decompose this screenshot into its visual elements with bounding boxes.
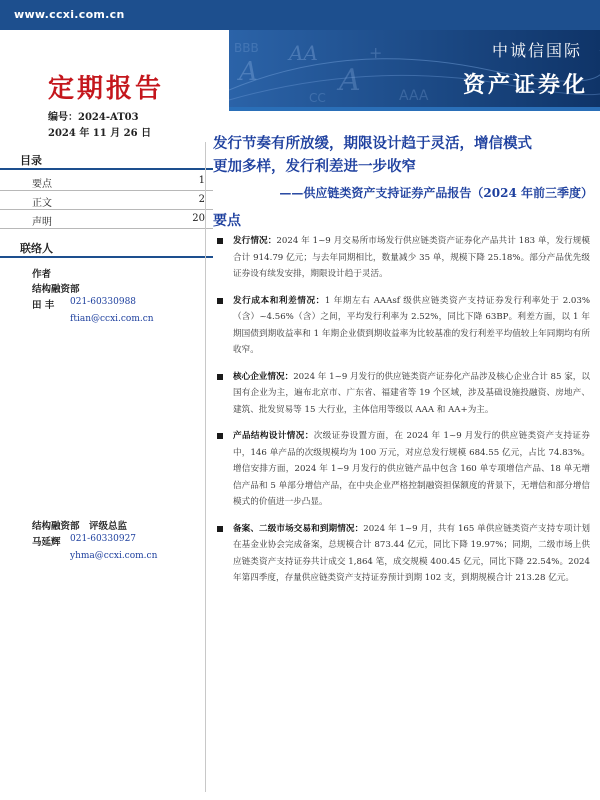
point-text: 2024 年 1~9 月交易所市场发行供应链类资产证券化产品共计 183 单，发行规模合计 914.79 亿元；与去年同期相比，数量减少 35 单，规模下降 25.18%。部分产品优先级证券设有续发安排，期限设计趋于灵活。 [233,236,590,279]
sidebar [0,140,213,800]
point-lead: 核心企业情况： [233,371,294,382]
svg-text:BBB: BBB [234,41,259,55]
svg-text:CC: CC [309,91,326,105]
list-item [215,521,590,587]
author-name: 田 丰 [32,300,55,311]
banner-underline [229,107,600,111]
top-bar [0,0,600,30]
square-bullet-icon [217,433,223,439]
column-divider [205,142,206,792]
point-text: 次级证券设置方面，在 2024 年 1~9 月发行的供应链类资产支持证券中，146 单产品的次级规模均为 100 万元，对应总发行规模 684.55 亿元，占比 74.83%。增信安排方面，2024 年 1~9 月发行的供应链产品中包含 160 单专项增信产品、18 单无增信产品和 5 单部分增信产品，在中央企业严格控制融资担保额度的背景下，无增信和部分增信模式的价值进一步凸显。 [233,431,590,507]
square-bullet-icon [217,238,223,244]
toc-item-page: 2 [198,194,205,205]
report-type: 定期报告 [48,74,165,104]
report-title-line2: 更加多样，发行利差进一步收窄 [213,158,416,175]
key-points-heading: 要点 [213,213,241,229]
point-text: 2024 年 1~9 月发行的供应链类资产证券化产品涉及核心企业合计 85 家，以国有企业为主，遍布北京市、广东省、福建省等 19 个区域，涉及基础设施投融资、房地产、建筑、批发贸易等 15 大行业，主体信用等级以 AAA 和 AA+为主。 [233,371,590,415]
svg-text:A: A [339,63,361,98]
toc-heading: 目录 [0,148,213,170]
author-dept: 结构融资部 [32,284,80,295]
svg-text:A: A [239,57,258,87]
site-url[interactable]: www.ccxi.com.cn [14,8,125,21]
point-text: 2024 年 1~9 月，共有 165 单供应链类资产支持专项计划在基金业协会完成备案，总规模合计 873.44 亿元，同比下降 19.97%；同期，二级市场上供应链类资产支持证券共计成交 1,864 笔，成交规模 400.45 亿元，同比下降 22.54%。2024 年第四季度，存量供应链类资产支持证券预计到期 102 支，到期规模合计 213.28 亿元。 [233,523,590,583]
brand-name: 中诚信国际 [491,41,582,60]
point-lead: 产品结构设计情况： [233,431,314,441]
contacts-heading: 联络人 [0,236,213,258]
list-item [215,233,590,283]
svg-text:AA: AA [289,41,318,65]
point-text: 1 年期左右 AAAsf 级供应链类资产支持证券发行利率处于 2.03%（含）~4.56%（含）之间，平均发行利率为 2.52%，同比下降 63BP。利差方面，以 1 年期国债到期收益率和 1 年期企业债到期收益率为比较基准的发行利差平均值较上年同期均有所收窄。 [233,295,590,355]
author-email[interactable]: ftian@ccxi.com.cn [70,314,154,324]
toc-item-summary[interactable] [0,172,213,191]
report-code: 编号：2024-AT03 [48,112,139,123]
toc-item-page: 1 [198,175,205,186]
square-bullet-icon [217,526,223,532]
report-date: 2024 年 11 月 26 日 [48,128,152,139]
list-item [215,428,590,511]
list-item [215,293,590,359]
header-banner [229,30,600,107]
report-title-line1: 发行节奏有所放缓，期限设计趋于灵活，增信模式 [213,135,532,152]
reviewer-dept: 结构融资部 评级总监 [32,521,128,532]
category-title: 资产证券化 [462,73,588,98]
toc-item-label: 声明 [32,217,52,228]
square-bullet-icon [217,374,223,380]
toc-item-label: 要点 [32,179,52,190]
toc-item-label: 正文 [32,198,52,209]
svg-text:AAA: AAA [399,88,429,104]
point-lead: 备案、二级市场交易和到期情况： [233,523,364,534]
reviewer-phone[interactable]: 021-60330927 [70,534,137,544]
square-bullet-icon [217,298,223,304]
list-item [215,369,590,419]
svg-text:+: + [369,43,383,62]
key-points-list [215,233,590,597]
point-lead: 发行成本和利差情况： [233,295,325,306]
report-subtitle: ——供应链类资产支持证券产品报告（2024 年前三季度） [279,186,593,200]
report-title [213,132,593,178]
reviewer-name: 马延辉 [32,537,61,548]
reviewer-email[interactable]: yhma@ccxi.com.cn [70,551,158,561]
toc-item-body[interactable] [0,191,213,210]
point-lead: 发行情况： [233,236,277,246]
toc-item-page: 20 [192,213,205,224]
author-phone[interactable]: 021-60330988 [70,297,137,307]
author-label: 作者 [32,269,52,280]
toc-item-disclaimer[interactable] [0,210,213,229]
